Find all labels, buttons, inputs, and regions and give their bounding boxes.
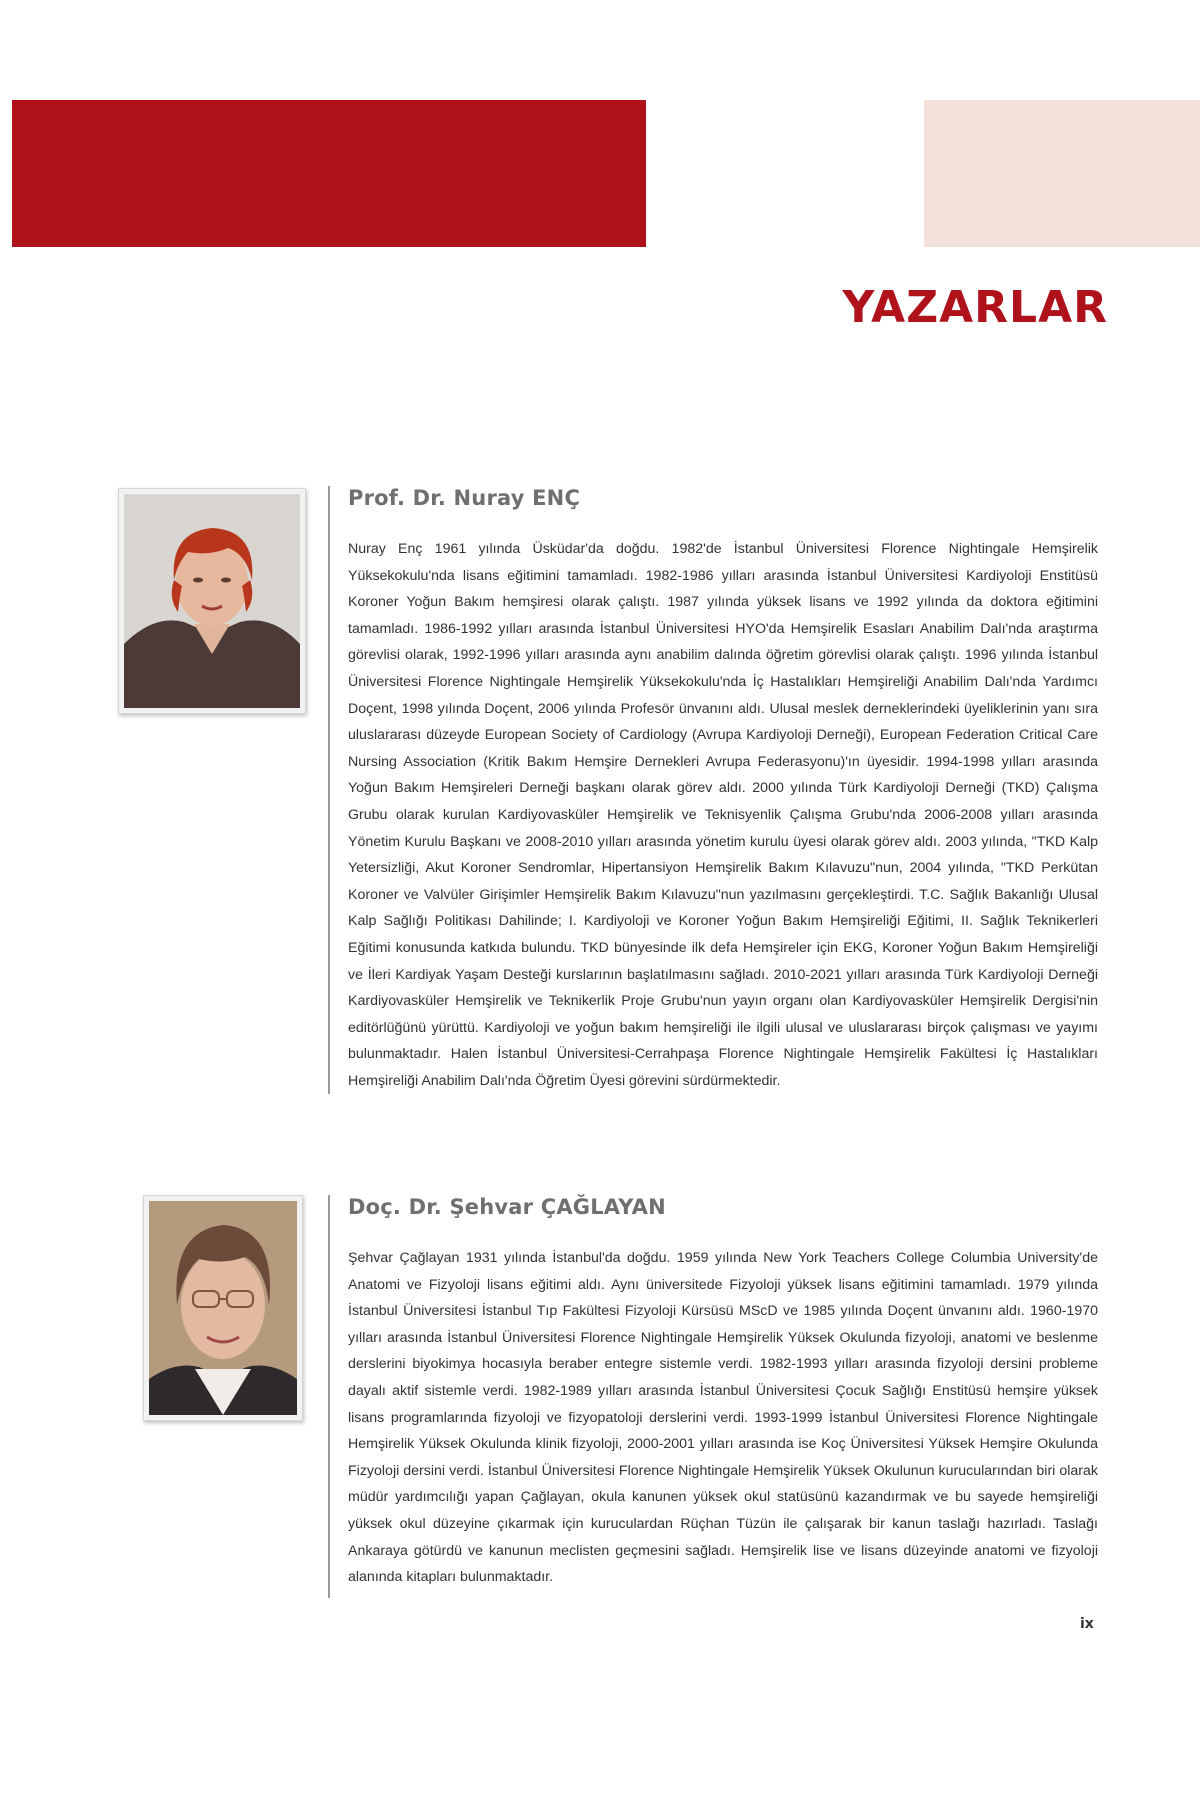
- author-name: Doç. Dr. Şehvar ÇAĞLAYAN: [348, 1195, 666, 1219]
- header-beige-band: [924, 100, 1200, 247]
- section-title: YAZARLAR: [842, 282, 1108, 333]
- author-bio-block: [328, 486, 1098, 1094]
- author-photo: [118, 488, 306, 714]
- portrait-photo-icon: [124, 494, 300, 708]
- author-photo: [143, 1195, 303, 1421]
- author-bio-block: [328, 1195, 1098, 1598]
- author-name: Prof. Dr. Nuray ENÇ: [348, 486, 581, 510]
- page-number: ix: [1080, 1616, 1094, 1632]
- portrait-photo-icon: [149, 1201, 297, 1415]
- author-bio-text: Nuray Enç 1961 yılında Üsküdar'da doğdu. 1982'de İstanbul Üniversitesi Florence Nightingale Hemşirelik Yüksekokulu'nda lisans eğitimini tamamladı. 1982-1986 yılları arasında İstanbul Üniversitesi Kardiyoloji Enstitüsü Koroner Yoğun Bakım hemşiresi olarak çalıştı. 1987 yılında yüksek lisans ve 1992 yılında da doktora eğitimini tamamladı. 1986-1992 yılları arasında İstanbul Üniversitesi HYO'da Hemşirelik Esasları Anabilim Dalı'nda araştırma görevlisi olarak, 1992-1996 yılları arasında aynı anabilim dalında öğretim görevlisi olarak çalıştı. 1996 yılında İstanbul Üniversitesi Florence Nightingale Hemşirelik Yüksekokulu'nda İç Hastalıkları Hemşireliği Anabilim Dalı'nda Yardımcı Doçent, 1998 yılında Doçent, 2006 yılında Profesör ünvanını aldı. Ulusal meslek derneklerindeki üyeliklerinin yanı sıra uluslararası düzeyde European Society of Cardiology (Avrupa Kardiyoloji Derneği), European Federation Critical Care Nursing Association (Kritik Bakım Hemşire Dernekleri Avrupa Federasyonu)'ın üyesidir. 1994-1998 yılları arasında Yoğun Bakım Hemşireleri Derneği başkanı olarak görev aldı. 2000 yılında Türk Kardiyoloji Derneği (TKD) Çalışma Grubu olarak kurulan Kardiyovasküler Hemşirelik ve Teknisyenlik Çalışma Grubu'nda 2006-2008 yılları arasında Yönetim Kurulu Başkanı ve 2008-2010 yılları arasında yönetim kurulu üyesi olarak görev aldı. 2003 yılında, "TKD Kalp Yetersizliği, Akut Koroner Sendromlar, Hipertansiyon Hemşirelik Bakım Kılavuzu"nun, 2004 yılında, "TKD Perkütan Koroner ve Valvüler Girişimler Hemşirelik Bakım Kılavuzu"nun yazılmasını gerçekleştirdi. T.C. Sağlık Bakanlığı Ulusal Kalp Sağlığı Politikası Dahilinde; I. Kardiyoloji ve Koroner Yoğun Bakım Hemşireliği Eğitimi, II. Sağlık Teknikerleri Eğitimi konusunda katkıda bulundu. TKD bünyesinde ilk defa Hemşireler için EKG, Koroner Yoğun Bakım Hemşireliği ve İleri Kardiyak Yaşam Desteği kurslarının başlatılmasını sağladı. 2010-2021 yılları arasında Türk Kardiyoloji Derneği Kardiyovasküler Hemşirelik ve Teknikerlik Proje Grubu'nun yayın organı olan Kardiyovasküler Hemşirelik Dergisi'nin editörlüğünü yürüttü. Kardiyoloji ve yoğun bakım hemşireliği ile ilgili ulusal ve uluslararası birçok çalışması ve yayımı bulunmaktadır. Halen İstanbul Üniversitesi-Cerrahpaşa Florence Nightingale Hemşirelik Fakültesi İç Hastalıkları Hemşireliği Anabilim Dalı'nda Öğretim Üyesi görevini sürdürmektedir.: [348, 541, 1098, 1089]
- author-bio-text: Şehvar Çağlayan 1931 yılında İstanbul'da doğdu. 1959 yılında New York Teachers College Columbia University'de Anatomi ve Fizyoloji lisans eğitimi aldı. Aynı üniversitede Fizyoloji yüksek lisans eğitimini tamamladı. 1979 yılında İstanbul Üniversitesi İstanbul Tıp Fakültesi Fizyoloji Kürsüsü MScD ve 1985 yılında Doçent ünvanını aldı. 1960-1970 yılları arasında İstanbul Üniversitesi Florence Nightingale Hemşirelik Yüksek Okulunda fizyoloji, anatomi ve beslenme derslerini biyokimya hocasıyla beraber entegre sistemle verdi. 1982-1993 yılları arasında fizyoloji dersini probleme dayalı aktif sistemle verdi. 1982-1989 yılları arasında İstanbul Üniversitesi Çocuk Sağlığı Enstitüsü hemşire yüksek lisans programlarında fizyoloji ve fizyopatoloji derslerini verdi. 1993-1999 İstanbul Üniversitesi Florence Nightingale Hemşirelik Yüksek Okulunda klinik fizyoloji, 2000-2001 yılları arasında ise Koç Üniversitesi Yüksek Hemşire Okulunda Fizyoloji dersini verdi. İstanbul Üniversitesi Florence Nightingale Hemşirelik Yüksek Okulunun kurucularından biri olarak müdür yardımcılığı yapan Çağlayan, okula kanunen yüksek okul statüsünü kazandırmak ve bu sayede hemşireliği yüksek okul düzeyine çıkarmak için kuruculardan Rüçhan Tüzün ile çalışarak bir kanun taslağı hazırladı. Taslağı Ankaraya götürdü ve kanunun meclisten geçmesini sağladı. Hemşirelik lise ve lisans düzeyinde anatomi ve fizyoloji alanında kitapları bulunmaktadır.: [348, 1250, 1098, 1586]
- header-red-band: [12, 100, 646, 247]
